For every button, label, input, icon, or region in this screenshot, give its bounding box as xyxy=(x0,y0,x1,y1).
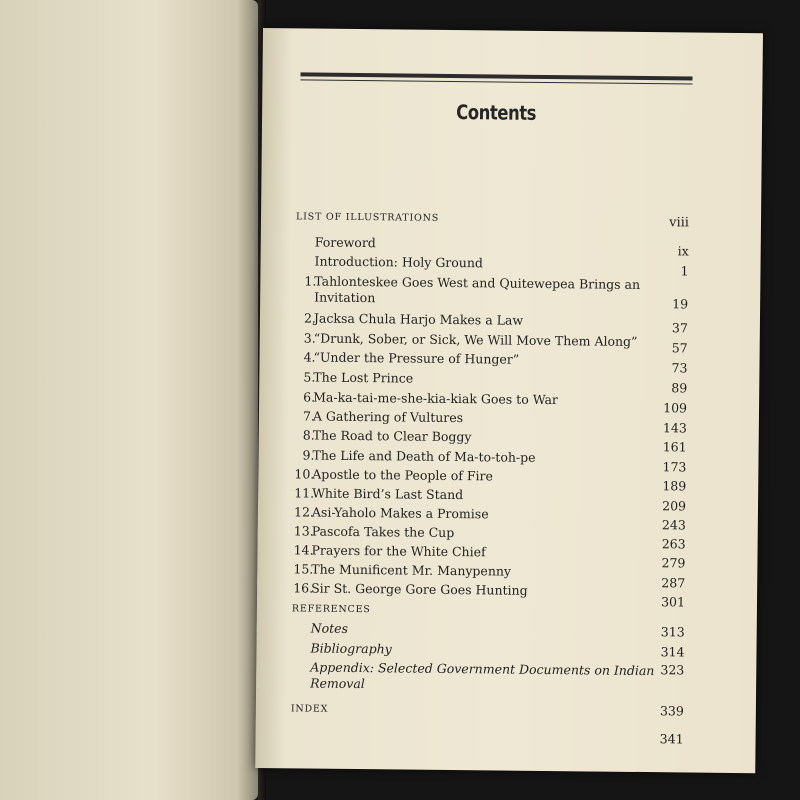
entry-label: Prayers for the White Chief xyxy=(311,542,486,560)
chapter-number: 1. xyxy=(304,273,317,289)
entry-label: Asi-Yaholo Makes a Promise xyxy=(311,504,489,522)
chapter-number: 5. xyxy=(303,369,316,385)
page-number: 1 xyxy=(680,263,689,279)
page-number: 279 xyxy=(661,555,686,571)
page-number: 37 xyxy=(671,320,688,336)
entry-label: “Drunk, Sober, or Sick, We Will Move Them Along” xyxy=(313,330,638,349)
toc-entry-chapter-4 xyxy=(259,349,759,376)
chapter-number: 2. xyxy=(303,310,317,326)
toc-entry-chapter-5 xyxy=(259,369,759,396)
entry-label-continued: Invitation xyxy=(314,289,376,306)
page-number: 57 xyxy=(671,340,688,356)
page-number: 287 xyxy=(661,575,686,591)
page-number: 161 xyxy=(662,439,687,455)
chapter-number: 3. xyxy=(303,330,316,346)
page-number: 19 xyxy=(672,296,689,312)
toc-entry-chapter-2 xyxy=(260,310,760,336)
entry-label: The Lost Prince xyxy=(313,369,414,386)
page-number: 341 xyxy=(659,731,684,747)
page-number: 243 xyxy=(661,517,686,533)
entry-label: The Munificent Mr. Manypenny xyxy=(311,561,512,579)
chapter-number: 10. xyxy=(294,466,315,482)
entry-label: White Bird’s Last Stand xyxy=(312,485,464,503)
page-number: 173 xyxy=(662,459,687,475)
page-title: Contents xyxy=(456,100,537,125)
entry-label: Apostle to the People of Fire xyxy=(312,466,494,484)
chapter-number: 4. xyxy=(303,349,316,365)
page-number: 143 xyxy=(662,420,687,436)
chapter-number: 8. xyxy=(302,427,315,443)
entry-label: Notes xyxy=(310,620,349,636)
top-rule-thin xyxy=(300,79,692,84)
page-number: 189 xyxy=(662,478,687,494)
entry-label: The Road to Clear Boggy xyxy=(312,427,472,445)
entry-label: Pascofa Takes the Cup xyxy=(311,523,455,541)
toc-entry-notes xyxy=(257,620,757,643)
chapter-number: 15. xyxy=(293,561,314,577)
entry-label: Introduction: Holy Ground xyxy=(314,253,484,271)
page-number: 89 xyxy=(671,380,688,396)
entry-label: Tahlonteskee Goes West and Quitewepea Brings an xyxy=(314,273,641,292)
chapter-number: 7. xyxy=(302,408,316,424)
section-label: LIST OF ILLUSTRATIONS xyxy=(295,211,440,224)
page-number: 323 xyxy=(660,662,685,678)
chapter-number: 14. xyxy=(293,542,314,558)
toc-entry-introduction xyxy=(260,253,760,279)
chapter-number: 6. xyxy=(303,389,316,405)
page-number: ix xyxy=(677,243,689,259)
toc-section-index xyxy=(256,703,756,726)
entry-label: The Life and Death of Ma-to-toh-pe xyxy=(312,447,536,465)
toc-entry-chapter-8 xyxy=(259,427,759,455)
chapter-number: 11. xyxy=(294,485,315,501)
entry-label: Jacksa Chula Harjo Makes a Law xyxy=(313,310,524,328)
page-number: 263 xyxy=(661,536,686,552)
chapter-number: 13. xyxy=(293,523,314,539)
section-label: REFERENCES xyxy=(291,603,371,616)
entry-label: Sir St. George Gore Goes Hunting xyxy=(311,580,528,598)
left-page xyxy=(0,0,258,800)
entry-label: A Gathering of Vultures xyxy=(312,408,464,426)
entry-label-continued: Removal xyxy=(310,675,365,692)
toc-section-illustrations xyxy=(261,211,761,234)
contents-page xyxy=(255,28,763,773)
page-number: 314 xyxy=(660,644,685,660)
toc-entry-chapter-1 xyxy=(260,273,760,314)
entry-label: Ma-ka-tai-me-she-kia-kiak Goes to War xyxy=(313,389,559,408)
page-number: 313 xyxy=(660,624,685,640)
toc-index-page xyxy=(256,723,756,746)
page-number: viii xyxy=(669,215,690,231)
page-number: 339 xyxy=(659,703,684,719)
entry-label: Bibliography xyxy=(310,640,392,657)
chapter-number: 12. xyxy=(293,504,315,520)
page-number: 109 xyxy=(663,400,688,416)
page-number: 209 xyxy=(662,498,687,514)
chapter-number: 9. xyxy=(302,447,315,463)
section-label: INDEX xyxy=(290,703,329,715)
page-number: 73 xyxy=(671,360,688,376)
page-number: 301 xyxy=(661,594,686,610)
entry-label: “Under the Pressure of Hunger” xyxy=(313,349,520,367)
chapter-number: 16. xyxy=(293,580,314,596)
entry-label: Foreword xyxy=(314,234,376,251)
toc-entry-appendix xyxy=(256,659,756,700)
entry-label: Appendix: Selected Government Documents on Indian xyxy=(310,659,655,679)
